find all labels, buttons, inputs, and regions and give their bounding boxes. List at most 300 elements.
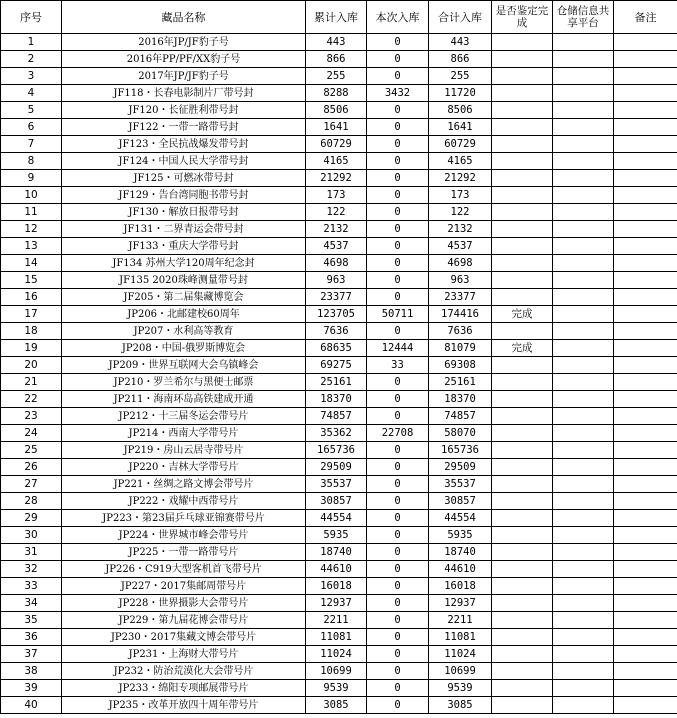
cell-current: 0 — [367, 612, 429, 629]
cell-total: 10699 — [429, 663, 492, 680]
cell-cumulative: 16018 — [306, 578, 367, 595]
cell-current: 0 — [367, 646, 429, 663]
cell-remark — [614, 187, 677, 204]
cell-appraised — [492, 697, 553, 714]
cell-total: 8506 — [429, 102, 492, 119]
header-shared: 仓储信息共享平台 — [553, 1, 614, 34]
cell-appraised — [492, 493, 553, 510]
cell-shared — [553, 170, 614, 187]
cell-cumulative: 21292 — [306, 170, 367, 187]
cell-cumulative: 443 — [306, 34, 367, 51]
cell-remark — [614, 238, 677, 255]
cell-cumulative: 4165 — [306, 153, 367, 170]
cell-appraised — [492, 357, 553, 374]
cell-cumulative: 35537 — [306, 476, 367, 493]
cell-remark — [614, 442, 677, 459]
cell-current: 0 — [367, 374, 429, 391]
cell-cumulative: 74857 — [306, 408, 367, 425]
cell-remark — [614, 204, 677, 221]
cell-name: JP220・吉林大学带号片 — [62, 459, 306, 476]
table-row — [1, 459, 677, 476]
cell-current: 0 — [367, 323, 429, 340]
cell-cumulative: 123705 — [306, 306, 367, 323]
cell-seq: 36 — [1, 629, 62, 646]
cell-seq: 1 — [1, 34, 62, 51]
cell-remark — [614, 272, 677, 289]
cell-shared — [553, 238, 614, 255]
cell-current: 0 — [367, 578, 429, 595]
cell-current: 0 — [367, 289, 429, 306]
cell-appraised — [492, 425, 553, 442]
cell-current: 0 — [367, 629, 429, 646]
cell-name: JP207・水利高等教育 — [62, 323, 306, 340]
cell-remark — [614, 493, 677, 510]
cell-current: 0 — [367, 153, 429, 170]
cell-shared — [553, 102, 614, 119]
cell-name: JP226・C919大型客机首飞带号片 — [62, 561, 306, 578]
cell-name: JF124・中国人民大学带号封 — [62, 153, 306, 170]
cell-shared — [553, 340, 614, 357]
cell-cumulative: 963 — [306, 272, 367, 289]
cell-shared — [553, 663, 614, 680]
cell-cumulative: 866 — [306, 51, 367, 68]
cell-appraised — [492, 153, 553, 170]
header-seq: 序号 — [1, 1, 62, 34]
table-row — [1, 357, 677, 374]
cell-remark — [614, 680, 677, 697]
cell-cumulative: 9539 — [306, 680, 367, 697]
cell-seq: 18 — [1, 323, 62, 340]
header-appraised: 是否鉴定完成 — [492, 1, 553, 34]
table-row — [1, 170, 677, 187]
cell-total: 2132 — [429, 221, 492, 238]
cell-cumulative: 10699 — [306, 663, 367, 680]
cell-name: JP230・2017集藏文博会带号片 — [62, 629, 306, 646]
cell-cumulative: 60729 — [306, 136, 367, 153]
table-row — [1, 425, 677, 442]
cell-shared — [553, 578, 614, 595]
cell-seq: 12 — [1, 221, 62, 238]
table-row — [1, 221, 677, 238]
header-name: 藏品名称 — [62, 1, 306, 34]
cell-name: JP208・中国-俄罗斯博览会 — [62, 340, 306, 357]
cell-appraised — [492, 561, 553, 578]
cell-shared — [553, 442, 614, 459]
cell-remark — [614, 34, 677, 51]
cell-remark — [614, 68, 677, 85]
cell-appraised — [492, 510, 553, 527]
cell-current: 0 — [367, 221, 429, 238]
cell-current: 33 — [367, 357, 429, 374]
cell-total: 35537 — [429, 476, 492, 493]
cell-total: 60729 — [429, 136, 492, 153]
cell-appraised — [492, 680, 553, 697]
cell-name: JP228・世界摄影大会带号片 — [62, 595, 306, 612]
cell-appraised — [492, 459, 553, 476]
cell-current: 0 — [367, 34, 429, 51]
cell-total: 74857 — [429, 408, 492, 425]
cell-seq: 37 — [1, 646, 62, 663]
cell-name: JP210・罗兰希尔与黑便士邮票 — [62, 374, 306, 391]
cell-total: 173 — [429, 187, 492, 204]
cell-shared — [553, 408, 614, 425]
table-row — [1, 391, 677, 408]
cell-name: JP227・2017集邮周带号片 — [62, 578, 306, 595]
cell-total: 21292 — [429, 170, 492, 187]
cell-cumulative: 122 — [306, 204, 367, 221]
cell-total: 4165 — [429, 153, 492, 170]
cell-cumulative: 12937 — [306, 595, 367, 612]
cell-name: JF134 苏州大学120周年纪念封 — [62, 255, 306, 272]
table-row — [1, 629, 677, 646]
cell-seq: 24 — [1, 425, 62, 442]
cell-current: 0 — [367, 272, 429, 289]
cell-current: 0 — [367, 136, 429, 153]
cell-seq: 8 — [1, 153, 62, 170]
cell-cumulative: 35362 — [306, 425, 367, 442]
cell-name: JP224・世界城市峰会带号片 — [62, 527, 306, 544]
cell-current: 3432 — [367, 85, 429, 102]
cell-name: JP219・房山云居寺带号片 — [62, 442, 306, 459]
cell-appraised — [492, 272, 553, 289]
cell-appraised — [492, 238, 553, 255]
cell-cumulative: 2132 — [306, 221, 367, 238]
cell-shared — [553, 595, 614, 612]
cell-name: JP212・十三届冬运会带号片 — [62, 408, 306, 425]
cell-seq: 38 — [1, 663, 62, 680]
cell-seq: 27 — [1, 476, 62, 493]
table-row — [1, 493, 677, 510]
cell-appraised — [492, 408, 553, 425]
cell-shared — [553, 646, 614, 663]
cell-current: 0 — [367, 697, 429, 714]
table-row — [1, 136, 677, 153]
cell-shared — [553, 527, 614, 544]
table-row — [1, 527, 677, 544]
table-body — [1, 34, 677, 714]
cell-remark — [614, 102, 677, 119]
cell-appraised — [492, 289, 553, 306]
cell-name: JP211・海南环岛高铁建成开通 — [62, 391, 306, 408]
cell-cumulative: 3085 — [306, 697, 367, 714]
cell-shared — [553, 323, 614, 340]
cell-shared — [553, 289, 614, 306]
cell-seq: 9 — [1, 170, 62, 187]
cell-total: 81079 — [429, 340, 492, 357]
cell-remark — [614, 51, 677, 68]
table-row — [1, 374, 677, 391]
cell-shared — [553, 85, 614, 102]
cell-seq: 13 — [1, 238, 62, 255]
cell-appraised — [492, 612, 553, 629]
table-row — [1, 255, 677, 272]
cell-total: 866 — [429, 51, 492, 68]
table-row — [1, 595, 677, 612]
table-row — [1, 153, 677, 170]
table-row — [1, 544, 677, 561]
cell-total: 30857 — [429, 493, 492, 510]
cell-shared — [553, 204, 614, 221]
cell-current: 0 — [367, 510, 429, 527]
table-row — [1, 680, 677, 697]
cell-current: 0 — [367, 119, 429, 136]
cell-total: 963 — [429, 272, 492, 289]
cell-total: 4537 — [429, 238, 492, 255]
cell-cumulative: 1641 — [306, 119, 367, 136]
cell-current: 0 — [367, 170, 429, 187]
cell-shared — [553, 153, 614, 170]
cell-total: 44610 — [429, 561, 492, 578]
cell-total: 11081 — [429, 629, 492, 646]
cell-total: 2211 — [429, 612, 492, 629]
table-row — [1, 85, 677, 102]
table-header — [1, 1, 677, 34]
cell-remark — [614, 612, 677, 629]
cell-cumulative: 11081 — [306, 629, 367, 646]
cell-current: 0 — [367, 68, 429, 85]
cell-shared — [553, 221, 614, 238]
cell-seq: 4 — [1, 85, 62, 102]
cell-shared — [553, 68, 614, 85]
cell-appraised — [492, 221, 553, 238]
cell-cumulative: 18740 — [306, 544, 367, 561]
cell-name: JP206・北邮建校60周年 — [62, 306, 306, 323]
cell-remark — [614, 510, 677, 527]
cell-cumulative: 4698 — [306, 255, 367, 272]
cell-total: 5935 — [429, 527, 492, 544]
cell-appraised — [492, 646, 553, 663]
cell-cumulative: 165736 — [306, 442, 367, 459]
cell-current: 0 — [367, 527, 429, 544]
table-row — [1, 612, 677, 629]
cell-remark — [614, 459, 677, 476]
cell-appraised — [492, 68, 553, 85]
cell-seq: 30 — [1, 527, 62, 544]
cell-name: JP223・第23届乒乓球亚锦赛带号片 — [62, 510, 306, 527]
cell-seq: 19 — [1, 340, 62, 357]
cell-name: JF205・第二届集藏博览会 — [62, 289, 306, 306]
cell-total: 25161 — [429, 374, 492, 391]
cell-seq: 16 — [1, 289, 62, 306]
cell-total: 69308 — [429, 357, 492, 374]
cell-shared — [553, 629, 614, 646]
cell-total: 3085 — [429, 697, 492, 714]
cell-seq: 20 — [1, 357, 62, 374]
cell-seq: 17 — [1, 306, 62, 323]
cell-shared — [553, 34, 614, 51]
cell-cumulative: 2211 — [306, 612, 367, 629]
cell-shared — [553, 272, 614, 289]
cell-shared — [553, 425, 614, 442]
cell-current: 0 — [367, 680, 429, 697]
cell-name: JP214・西南大学带号片 — [62, 425, 306, 442]
cell-current: 0 — [367, 493, 429, 510]
cell-appraised — [492, 102, 553, 119]
cell-shared — [553, 357, 614, 374]
table-row — [1, 187, 677, 204]
cell-total: 16018 — [429, 578, 492, 595]
cell-seq: 34 — [1, 595, 62, 612]
cell-current: 0 — [367, 391, 429, 408]
cell-remark — [614, 85, 677, 102]
cell-shared — [553, 187, 614, 204]
cell-total: 58070 — [429, 425, 492, 442]
cell-cumulative: 30857 — [306, 493, 367, 510]
cell-cumulative: 44610 — [306, 561, 367, 578]
header-remark: 备注 — [614, 1, 677, 34]
cell-shared — [553, 544, 614, 561]
cell-total: 165736 — [429, 442, 492, 459]
table-row — [1, 340, 677, 357]
table-row — [1, 68, 677, 85]
cell-shared — [553, 391, 614, 408]
cell-name: JP221・丝绸之路文博会带号片 — [62, 476, 306, 493]
cell-shared — [553, 510, 614, 527]
cell-appraised — [492, 119, 553, 136]
cell-seq: 33 — [1, 578, 62, 595]
table-row — [1, 238, 677, 255]
cell-appraised — [492, 323, 553, 340]
cell-total: 9539 — [429, 680, 492, 697]
cell-shared — [553, 697, 614, 714]
cell-shared — [553, 612, 614, 629]
cell-total: 255 — [429, 68, 492, 85]
cell-appraised — [492, 187, 553, 204]
cell-current: 50711 — [367, 306, 429, 323]
table-row — [1, 510, 677, 527]
cell-cumulative: 69275 — [306, 357, 367, 374]
cell-name: JF120・长征胜利带号封 — [62, 102, 306, 119]
cell-remark — [614, 391, 677, 408]
cell-remark — [614, 306, 677, 323]
cell-cumulative: 173 — [306, 187, 367, 204]
cell-name: JF125・可燃冰带号封 — [62, 170, 306, 187]
cell-name: JP225・一带一路带号片 — [62, 544, 306, 561]
cell-current: 0 — [367, 544, 429, 561]
cell-shared — [553, 493, 614, 510]
cell-remark — [614, 527, 677, 544]
table-row — [1, 204, 677, 221]
cell-seq: 29 — [1, 510, 62, 527]
cell-cumulative: 25161 — [306, 374, 367, 391]
cell-seq: 25 — [1, 442, 62, 459]
cell-appraised — [492, 595, 553, 612]
cell-shared — [553, 306, 614, 323]
table-row — [1, 663, 677, 680]
cell-appraised — [492, 170, 553, 187]
cell-cumulative: 4537 — [306, 238, 367, 255]
cell-total: 122 — [429, 204, 492, 221]
cell-remark — [614, 629, 677, 646]
cell-appraised: 完成 — [492, 340, 553, 357]
cell-current: 0 — [367, 408, 429, 425]
cell-seq: 7 — [1, 136, 62, 153]
cell-seq: 11 — [1, 204, 62, 221]
cell-remark — [614, 476, 677, 493]
table-row — [1, 646, 677, 663]
cell-total: 7636 — [429, 323, 492, 340]
cell-appraised — [492, 629, 553, 646]
cell-cumulative: 255 — [306, 68, 367, 85]
cell-current: 12444 — [367, 340, 429, 357]
cell-remark — [614, 255, 677, 272]
cell-name: JF133・重庆大学带号封 — [62, 238, 306, 255]
cell-seq: 26 — [1, 459, 62, 476]
table-row — [1, 476, 677, 493]
cell-name: JP209・世界互联网大会乌镇峰会 — [62, 357, 306, 374]
cell-remark — [614, 340, 677, 357]
cell-appraised — [492, 136, 553, 153]
cell-appraised — [492, 527, 553, 544]
cell-seq: 3 — [1, 68, 62, 85]
cell-name: JP231・上海财大带号片 — [62, 646, 306, 663]
cell-remark — [614, 646, 677, 663]
cell-seq: 10 — [1, 187, 62, 204]
cell-name: JP229・第九届花博会带号片 — [62, 612, 306, 629]
cell-cumulative: 23377 — [306, 289, 367, 306]
cell-remark — [614, 578, 677, 595]
cell-remark — [614, 136, 677, 153]
cell-remark — [614, 595, 677, 612]
cell-current: 0 — [367, 476, 429, 493]
table-row — [1, 289, 677, 306]
cell-name: JF118・长春电影制片厂带号封 — [62, 85, 306, 102]
cell-name: 2016年JP/JF豹子号 — [62, 34, 306, 51]
cell-shared — [553, 476, 614, 493]
cell-remark — [614, 544, 677, 561]
cell-name: 2016年PP/PF/XX豹子号 — [62, 51, 306, 68]
table-row — [1, 34, 677, 51]
table-row — [1, 578, 677, 595]
cell-shared — [553, 680, 614, 697]
table-row — [1, 408, 677, 425]
cell-current: 0 — [367, 51, 429, 68]
cell-cumulative: 68635 — [306, 340, 367, 357]
cell-remark — [614, 221, 677, 238]
cell-current: 22708 — [367, 425, 429, 442]
cell-current: 0 — [367, 238, 429, 255]
cell-total: 23377 — [429, 289, 492, 306]
cell-name: JF122・一带一路带号封 — [62, 119, 306, 136]
cell-name: 2017年JP/JF豹子号 — [62, 68, 306, 85]
cell-seq: 14 — [1, 255, 62, 272]
cell-seq: 28 — [1, 493, 62, 510]
cell-seq: 5 — [1, 102, 62, 119]
cell-shared — [553, 255, 614, 272]
cell-current: 0 — [367, 187, 429, 204]
cell-current: 0 — [367, 561, 429, 578]
cell-cumulative: 5935 — [306, 527, 367, 544]
cell-remark — [614, 153, 677, 170]
cell-seq: 39 — [1, 680, 62, 697]
cell-remark — [614, 119, 677, 136]
cell-shared — [553, 119, 614, 136]
cell-appraised — [492, 374, 553, 391]
cell-total: 443 — [429, 34, 492, 51]
cell-total: 44554 — [429, 510, 492, 527]
cell-total: 18740 — [429, 544, 492, 561]
cell-total: 29509 — [429, 459, 492, 476]
cell-appraised — [492, 51, 553, 68]
cell-remark — [614, 170, 677, 187]
cell-current: 0 — [367, 595, 429, 612]
cell-cumulative: 11024 — [306, 646, 367, 663]
table-row — [1, 306, 677, 323]
cell-total: 4698 — [429, 255, 492, 272]
cell-appraised: 完成 — [492, 306, 553, 323]
cell-remark — [614, 374, 677, 391]
cell-cumulative: 18370 — [306, 391, 367, 408]
